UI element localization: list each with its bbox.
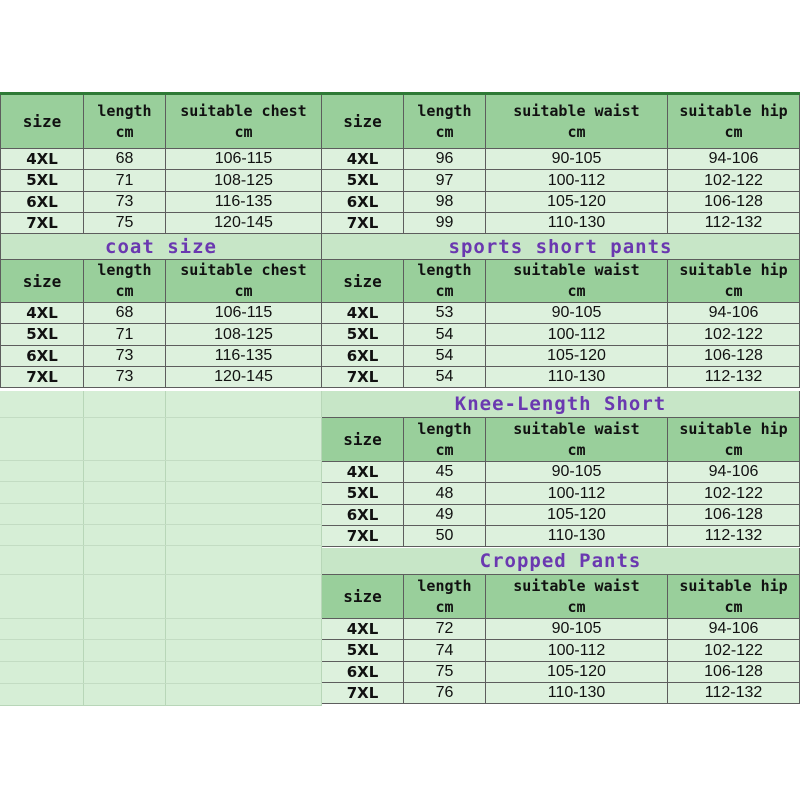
- cell-waist: 105-120: [486, 505, 668, 526]
- table-sports-short-pants: [322, 234, 800, 388]
- cell-waist: 105-120: [486, 192, 668, 213]
- cell-hip: 102-122: [668, 483, 800, 505]
- table-row: [0, 303, 322, 324]
- cell-length: 45: [404, 462, 486, 483]
- cell-size: 7XL: [0, 367, 84, 388]
- header-length: length cm: [404, 418, 486, 462]
- cell-size: 6XL: [0, 346, 84, 367]
- cell-length: 74: [404, 640, 486, 662]
- header-length: length cm: [84, 260, 166, 303]
- table-row: [0, 149, 322, 170]
- cell-length: 99: [404, 213, 486, 234]
- cell-length: 72: [404, 619, 486, 640]
- table-row: [0, 324, 322, 346]
- header-row: [0, 260, 322, 303]
- header-row: [0, 95, 322, 149]
- cell-length: 73: [84, 346, 166, 367]
- table-row: [322, 213, 800, 234]
- cell-hip: 112-132: [668, 683, 800, 704]
- table-row: [0, 213, 322, 234]
- table-row: [322, 662, 800, 683]
- table-row: [322, 526, 800, 547]
- cell-chest: 106-115: [166, 149, 322, 170]
- cell-hip: 102-122: [668, 324, 800, 346]
- cell-waist: 90-105: [486, 303, 668, 324]
- cell-size: 7XL: [322, 213, 404, 234]
- cell-size: 5XL: [322, 640, 404, 662]
- cell-chest: 120-145: [166, 213, 322, 234]
- cell-size: 7XL: [0, 213, 84, 234]
- cell-hip: 106-128: [668, 662, 800, 683]
- cell-waist: 90-105: [486, 462, 668, 483]
- cell-length: 54: [404, 324, 486, 346]
- table-row: [0, 192, 322, 213]
- table-cropped-pants: [322, 548, 800, 704]
- cell-waist: 105-120: [486, 662, 668, 683]
- cell-size: 4XL: [322, 149, 404, 170]
- cell-length: 50: [404, 526, 486, 547]
- header-row: [322, 575, 800, 619]
- cell-chest: 108-125: [166, 324, 322, 346]
- header-size: size: [0, 95, 84, 149]
- cell-length: 71: [84, 170, 166, 192]
- cell-waist: 110-130: [486, 367, 668, 388]
- header-waist: suitable waist cm: [486, 260, 668, 303]
- cell-length: 73: [84, 367, 166, 388]
- header-length: length cm: [404, 95, 486, 149]
- cell-length: 68: [84, 149, 166, 170]
- table-row: [322, 619, 800, 640]
- cell-length: 49: [404, 505, 486, 526]
- cell-waist: 110-130: [486, 526, 668, 547]
- cell-chest: 120-145: [166, 367, 322, 388]
- table-row: [322, 683, 800, 704]
- table-row: [322, 483, 800, 505]
- header-hip: suitable hip cm: [668, 260, 800, 303]
- cell-length: 75: [84, 213, 166, 234]
- table-row: [322, 346, 800, 367]
- cell-size: 6XL: [322, 505, 404, 526]
- cell-length: 98: [404, 192, 486, 213]
- cell-size: 4XL: [322, 462, 404, 483]
- cell-waist: 100-112: [486, 640, 668, 662]
- cell-length: 76: [404, 683, 486, 704]
- table-row: [322, 505, 800, 526]
- table-row: [322, 324, 800, 346]
- cell-size: 5XL: [322, 483, 404, 505]
- header-waist: suitable waist cm: [486, 575, 668, 619]
- table-title: Cropped Pants: [322, 548, 800, 575]
- cell-length: 71: [84, 324, 166, 346]
- cell-hip: 106-128: [668, 346, 800, 367]
- cell-size: 6XL: [322, 346, 404, 367]
- header-chest: suitable chest cm: [166, 95, 322, 149]
- table-row: [0, 346, 322, 367]
- cell-size: 6XL: [0, 192, 84, 213]
- header-row: [322, 95, 800, 149]
- cell-size: 4XL: [322, 303, 404, 324]
- table-coat-size: [0, 234, 322, 388]
- table-row: [322, 303, 800, 324]
- table-row: [322, 367, 800, 388]
- cell-size: 5XL: [322, 324, 404, 346]
- cell-hip: 106-128: [668, 192, 800, 213]
- cell-size: 7XL: [322, 683, 404, 704]
- table-row: [322, 149, 800, 170]
- cell-hip: 112-132: [668, 213, 800, 234]
- cell-size: 4XL: [0, 149, 84, 170]
- header-size: size: [322, 575, 404, 619]
- cell-length: 73: [84, 192, 166, 213]
- table-title: sports short pants: [322, 234, 800, 260]
- cell-hip: 94-106: [668, 303, 800, 324]
- cell-chest: 108-125: [166, 170, 322, 192]
- cell-chest: 106-115: [166, 303, 322, 324]
- cell-length: 96: [404, 149, 486, 170]
- header-length: length cm: [404, 260, 486, 303]
- cell-waist: 100-112: [486, 170, 668, 192]
- cell-length: 53: [404, 303, 486, 324]
- cell-hip: 102-122: [668, 640, 800, 662]
- header-waist: suitable waist cm: [486, 418, 668, 462]
- header-row: [322, 418, 800, 462]
- cell-hip: 94-106: [668, 462, 800, 483]
- cell-size: 6XL: [322, 192, 404, 213]
- cell-hip: 112-132: [668, 367, 800, 388]
- cell-size: 7XL: [322, 526, 404, 547]
- header-size: size: [322, 260, 404, 303]
- cell-waist: 100-112: [486, 483, 668, 505]
- cell-chest: 116-135: [166, 346, 322, 367]
- header-chest: suitable chest cm: [166, 260, 322, 303]
- header-waist: suitable waist cm: [486, 95, 668, 149]
- header-size: size: [322, 418, 404, 462]
- cell-waist: 110-130: [486, 213, 668, 234]
- cell-size: 5XL: [0, 324, 84, 346]
- header-row: [322, 260, 800, 303]
- table-row: [322, 170, 800, 192]
- cell-waist: 100-112: [486, 324, 668, 346]
- cell-waist: 90-105: [486, 619, 668, 640]
- table-row: [322, 640, 800, 662]
- cell-waist: 105-120: [486, 346, 668, 367]
- cell-size: 6XL: [322, 662, 404, 683]
- cell-size: 4XL: [0, 303, 84, 324]
- cell-length: 48: [404, 483, 486, 505]
- header-hip: suitable hip cm: [668, 575, 800, 619]
- header-length: length cm: [84, 95, 166, 149]
- cell-size: 4XL: [322, 619, 404, 640]
- cell-length: 54: [404, 367, 486, 388]
- header-length: length cm: [404, 575, 486, 619]
- table-row: [0, 170, 322, 192]
- header-size: size: [0, 260, 84, 303]
- header-hip: suitable hip cm: [668, 418, 800, 462]
- cell-hip: 102-122: [668, 170, 800, 192]
- cell-length: 54: [404, 346, 486, 367]
- table-row: [322, 462, 800, 483]
- cell-waist: 90-105: [486, 149, 668, 170]
- cell-length: 75: [404, 662, 486, 683]
- cell-hip: 106-128: [668, 505, 800, 526]
- cell-length: 68: [84, 303, 166, 324]
- table-row: [322, 192, 800, 213]
- cell-size: 7XL: [322, 367, 404, 388]
- cell-hip: 112-132: [668, 526, 800, 547]
- cell-waist: 110-130: [486, 683, 668, 704]
- table-title: Knee-Length Short: [322, 391, 800, 418]
- cell-size: 5XL: [0, 170, 84, 192]
- cell-length: 97: [404, 170, 486, 192]
- table-top-left: [0, 95, 322, 234]
- cell-size: 5XL: [322, 170, 404, 192]
- table-top-right: [322, 95, 800, 234]
- header-hip: suitable hip cm: [668, 95, 800, 149]
- cell-chest: 116-135: [166, 192, 322, 213]
- table-title: coat size: [0, 234, 322, 260]
- header-size: size: [322, 95, 404, 149]
- table-knee-length-short: [322, 391, 800, 547]
- cell-hip: 94-106: [668, 619, 800, 640]
- cell-hip: 94-106: [668, 149, 800, 170]
- table-row: [0, 367, 322, 388]
